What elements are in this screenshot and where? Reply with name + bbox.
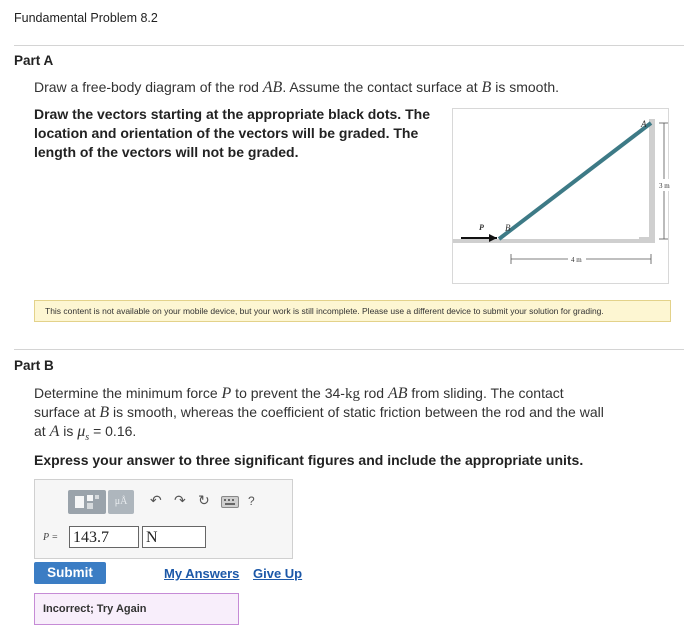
question-text: = 0.16. bbox=[89, 423, 137, 439]
mu-symbol: μ bbox=[77, 423, 86, 440]
point-b-symbol: B bbox=[481, 79, 492, 96]
question-text: at bbox=[34, 423, 50, 439]
answer-panel bbox=[34, 479, 293, 559]
divider bbox=[14, 349, 684, 350]
give-up-link[interactable]: Give Up bbox=[253, 566, 303, 581]
question-text: to prevent the 34- bbox=[231, 385, 345, 401]
wall-surface bbox=[649, 119, 655, 243]
label-a: A bbox=[641, 119, 647, 129]
rod-ab bbox=[499, 123, 651, 239]
part-a-instruction bbox=[34, 78, 559, 97]
width-label: 4 m bbox=[571, 256, 582, 264]
submit-button[interactable]: Submit bbox=[34, 562, 106, 584]
question-text: surface at bbox=[34, 404, 100, 420]
part-b-question-line1 bbox=[34, 384, 564, 403]
question-text: from sliding. The contact bbox=[407, 385, 564, 401]
instruction-text: is smooth. bbox=[491, 79, 560, 95]
question-text: Determine the minimum force bbox=[34, 385, 222, 401]
divider bbox=[14, 45, 684, 46]
part-b-question-line3 bbox=[34, 422, 136, 447]
undo-icon[interactable]: ↶ bbox=[150, 492, 162, 508]
templates-button[interactable] bbox=[68, 490, 106, 514]
instruction-text: . Assume the contact surface at bbox=[282, 79, 482, 95]
help-button[interactable]: ? bbox=[248, 494, 255, 508]
rod-symbol: AB bbox=[387, 385, 408, 402]
mass-unit: kg bbox=[344, 386, 360, 402]
mobile-notice: This content is not available on your mobile device, but your work is still incomplete. Please use a different device to submit your solution for grading. bbox=[34, 300, 671, 322]
point-b-symbol: B bbox=[99, 404, 110, 421]
answer-value-input[interactable]: 143.7 bbox=[69, 526, 139, 548]
feedback-message: Incorrect; Try Again bbox=[34, 593, 239, 625]
corner bbox=[639, 237, 655, 243]
label-p: P bbox=[479, 223, 484, 232]
rod-diagram-svg bbox=[453, 109, 668, 283]
instruction-text: Draw a free-body diagram of the rod bbox=[34, 79, 263, 95]
answer-label: P = bbox=[43, 532, 59, 543]
part-a-title: Part A bbox=[14, 53, 54, 68]
my-answers-link[interactable]: My Answers bbox=[164, 566, 240, 581]
height-label: 3 m bbox=[659, 182, 670, 190]
express-instruction: Express your answer to three significant figures and include the appropriate units. bbox=[34, 452, 584, 468]
math-toolbar bbox=[68, 490, 300, 514]
part-b-question-line2 bbox=[34, 403, 604, 422]
answer-unit-input[interactable]: N bbox=[142, 526, 206, 548]
label-b: B bbox=[505, 223, 511, 233]
question-text: is bbox=[59, 423, 78, 439]
part-b-title: Part B bbox=[14, 358, 54, 373]
question-text: is smooth, whereas the coefficient of static friction between the rod and the wall bbox=[109, 404, 604, 420]
force-symbol: P bbox=[221, 385, 232, 402]
reset-icon[interactable]: ↻ bbox=[198, 492, 210, 508]
mu-subscript: s bbox=[85, 431, 90, 443]
keyboard-icon[interactable] bbox=[221, 495, 239, 511]
rod-symbol: AB bbox=[262, 79, 283, 96]
redo-icon[interactable]: ↷ bbox=[174, 492, 186, 508]
question-text: rod bbox=[359, 385, 388, 401]
floor-surface bbox=[453, 239, 643, 243]
units-button[interactable]: μÅ bbox=[108, 490, 134, 514]
part-a-bold-instruction: Draw the vectors starting at the appropriate black dots. The location and orientation of the vectors will be graded. The length of the vectors will not be graded. bbox=[34, 106, 430, 160]
point-a-symbol: A bbox=[49, 423, 60, 440]
templates-icon bbox=[68, 490, 106, 514]
problem-title: Fundamental Problem 8.2 bbox=[14, 11, 158, 25]
rod-diagram bbox=[452, 108, 669, 284]
